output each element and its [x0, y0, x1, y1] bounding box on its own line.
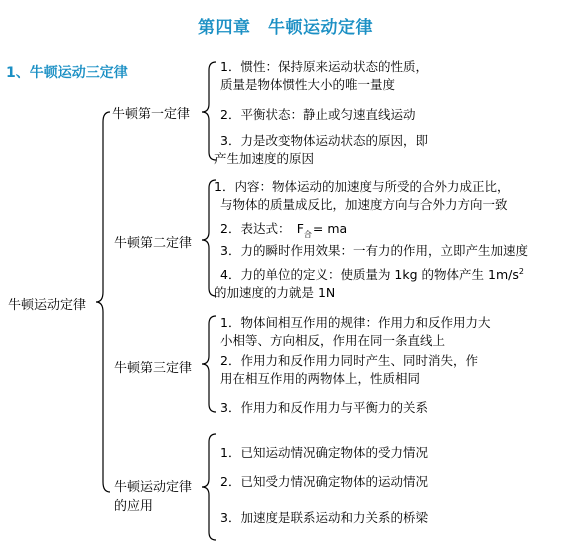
branch-application — [114, 476, 192, 514]
formula-subscript: 合 — [303, 230, 312, 239]
page-title: 第四章 牛顿运动定律 — [198, 18, 373, 38]
root-brace-path — [96, 112, 110, 492]
item-line: 3．力的瞬时作用效果：一有力的作用，立即产生加速度 — [220, 243, 528, 258]
superscript: 2 — [518, 267, 524, 276]
item-line: 2．平衡状态：静止或匀速直线运动 — [220, 107, 416, 122]
second-law-item-4 — [214, 263, 524, 302]
second-law-item-3 — [220, 242, 528, 260]
branch-second-law: 牛顿第二定律 — [114, 236, 193, 251]
item-line: 3．加速度是联系运动和力关系的桥梁 — [220, 510, 428, 525]
item-line: 1．物体间相互作用的规律：作用力和反作用力大 — [220, 315, 491, 330]
item-line: 3．力是改变物体运动状态的原因，即 — [220, 133, 428, 148]
formula-rhs: = ma — [312, 221, 348, 236]
first-law-item-3 — [214, 132, 428, 168]
brace-application — [202, 434, 216, 540]
item-line: 质量是物体惯性大小的唯一量度 — [220, 77, 396, 92]
item-line: 产生加速度的原因 — [214, 151, 315, 166]
item-line: 4．力的单位的定义：使质量为 1kg 的物体产生 1m/s — [220, 267, 519, 283]
item-line: 的加速度的力就是 1N — [214, 285, 336, 301]
item-line: 1．内容：物体运动的加速度与所受的合外力成正比， — [214, 179, 510, 194]
formula-text: 2．表达式： F — [220, 221, 304, 236]
third-law-item-3 — [220, 399, 428, 417]
item-line: 1．惯性：保持原来运动状态的性质， — [220, 59, 428, 74]
item-line: 2．作用力和反作用力同时产生、同时消失，作 — [220, 353, 478, 368]
branch-third-law: 牛顿第三定律 — [114, 361, 193, 376]
item-line: 1．已知运动情况确定物体的受力情况 — [220, 445, 428, 460]
section-heading: 1、牛顿运动三定律 — [6, 65, 128, 81]
second-law-item-1 — [214, 178, 509, 214]
item-line: 小相等、方向相反，作用在同一条直线上 — [220, 333, 446, 348]
root-node: 牛顿运动定律 — [8, 298, 87, 313]
application-item-1 — [220, 444, 428, 462]
item-line: 3．作用力和反作用力与平衡力的关系 — [220, 400, 428, 415]
application-item-3 — [220, 509, 428, 527]
second-law-item-2 — [220, 220, 347, 240]
application-item-2 — [220, 473, 428, 491]
third-law-item-2 — [220, 352, 478, 388]
item-line: 用在相互作用的两物体上，性质相同 — [220, 371, 421, 386]
brace-third-law — [202, 316, 216, 412]
item-line: 2．已知受力情况确定物体的运动情况 — [220, 474, 428, 489]
first-law-item-1 — [220, 58, 428, 94]
branch-label-line: 牛顿运动定律 — [114, 480, 193, 495]
branch-label-line: 的应用 — [114, 499, 154, 514]
brace-first-law — [202, 62, 216, 160]
third-law-item-1 — [220, 314, 490, 350]
first-law-item-2 — [220, 106, 415, 124]
item-line: 与物体的质量成反比，加速度方向与合外力方向一致 — [220, 197, 508, 212]
branch-first-law: 牛顿第一定律 — [112, 107, 191, 122]
